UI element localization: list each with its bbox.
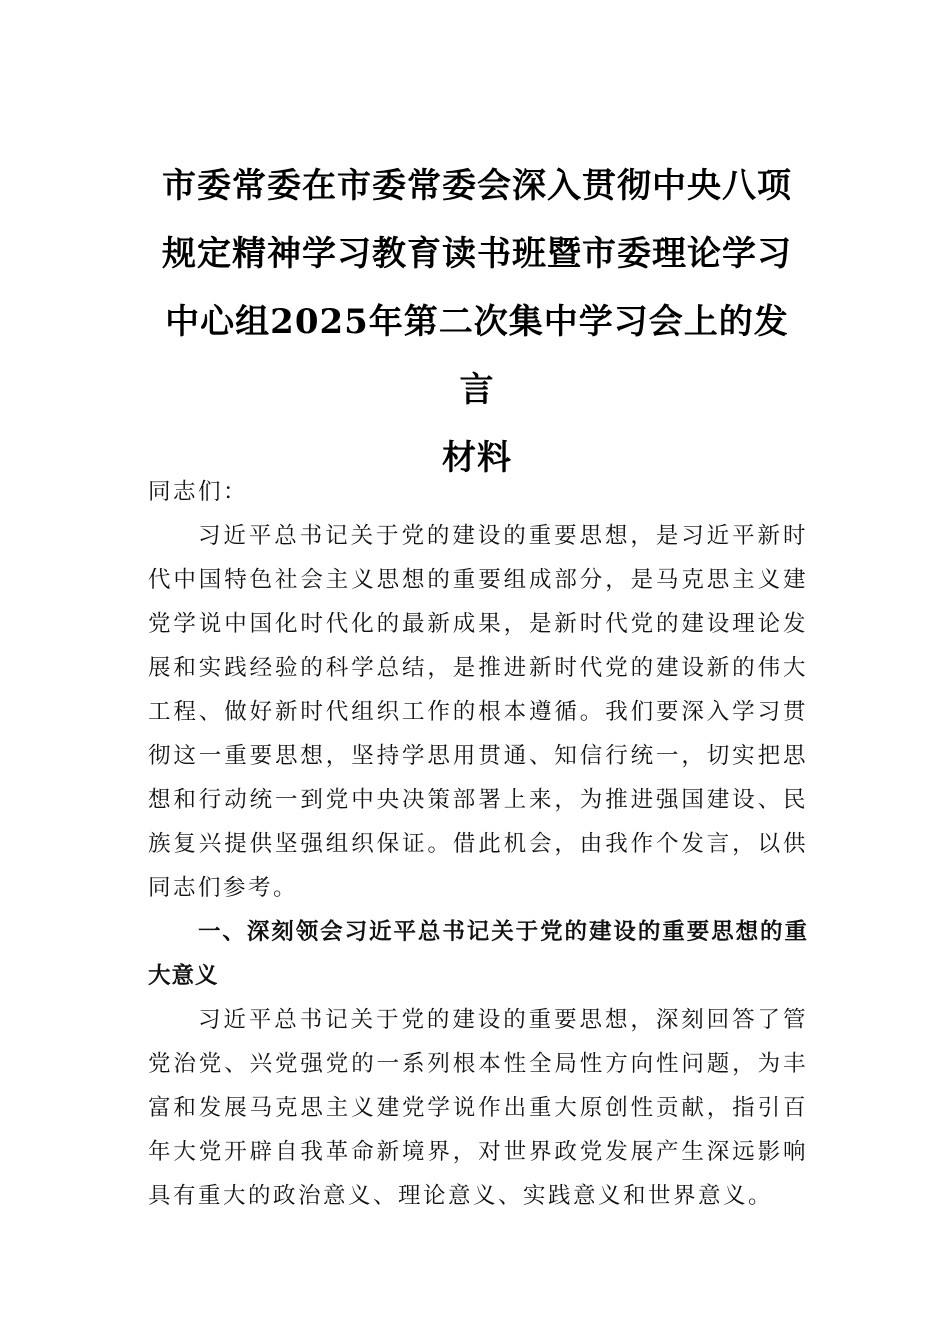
section-1-heading: 一、深刻领会习近平总书记关于党的建设的重要思想的重大意义 <box>148 919 808 989</box>
document-title <box>150 152 804 492</box>
title-line-3: 中心组2025年第二次集中学习会上的发言 <box>165 302 789 410</box>
title-line-2: 规定精神学习教育读书班暨市委理论学习 <box>162 234 792 274</box>
intro-paragraph: 习近平总书记关于党的建设的重要思想，是习近平新时代中国特色社会主义思想的重要组成部分，是马克思主义建党学说中国化时代化的最新成果，是新时代党的建设理论发展和实践经验的科学总结，是推进新时代党的建设新的伟大工程、做好新时代组织工作的根本遵循。我们要深入学习贯彻这一重要思想，坚持学思用贯通、知信行统一，切实把思想和行动统一到党中央决策部署上来，为推进强国建设、民族复兴提供坚强组织保证。借此机会，由我作个发言，以供同志们参考。 <box>148 523 808 901</box>
section-1-paragraph: 习近平总书记关于党的建设的重要思想，深刻回答了管党治党、兴党强党的一系列根本性全局性方向性问题，为丰富和发展马克思主义建党学说作出重大原创性贡献，指引百年大党开辟自我革命新境界，对世界政党发展产生深远影响具有重大的政治意义、理论意义、实践意义和世界意义。 <box>148 1007 808 1209</box>
title-line-1: 市委常委在市委常委会深入贯彻中央八项 <box>162 166 792 206</box>
document-body <box>148 470 808 1218</box>
title-line-4: 材料 <box>442 438 512 478</box>
salutation: 同志们： <box>148 479 249 505</box>
